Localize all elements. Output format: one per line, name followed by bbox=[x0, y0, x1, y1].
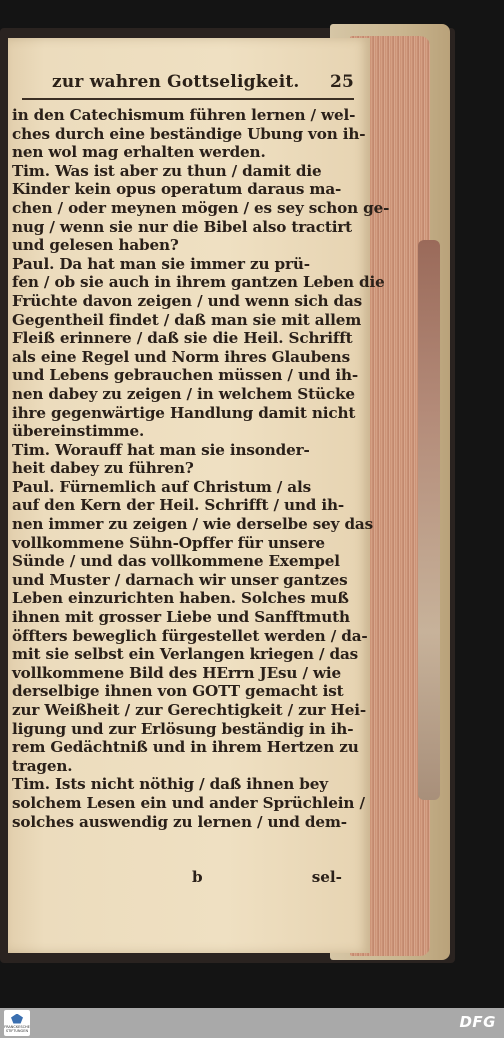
text-line: ihnen mit grosser Liebe und Sanfftmuth bbox=[12, 608, 350, 627]
viewer-footer-bar bbox=[0, 1008, 504, 1038]
text-line: vollkommene Bild des HErrn JEsu / wie bbox=[12, 663, 342, 682]
text-line: fen / ob sie auch in ihrem gantzen Leben die bbox=[12, 273, 385, 292]
text-line: mit sie selbst ein Verlangen kriegen / das bbox=[12, 645, 359, 664]
text-line: Leben einzurichten haben. Solches muß bbox=[12, 589, 349, 608]
text-line: ligung und zur Erlösung beständig in ih- bbox=[12, 719, 354, 738]
text-line: zur Weißheit / zur Gerechtigkeit / zur Hei- bbox=[12, 701, 366, 719]
logo-text: FRANCKESCHE STIFTUNGEN bbox=[4, 1024, 30, 1033]
text-line: auf den Kern der Heil. Schrifft / und ih- bbox=[12, 496, 345, 515]
text-line: ches durch eine beständige Ubung von ih- bbox=[12, 124, 366, 143]
page-body-text bbox=[12, 106, 390, 831]
text-line: vollkommene Sühn-Opffer für unsere bbox=[12, 533, 325, 552]
text-line: Kinder kein opus operatum daraus ma- bbox=[12, 180, 342, 199]
text-line: Tim. Was ist aber zu thun / damit die bbox=[12, 161, 322, 180]
text-line: derselbige ihnen von GOTT gemacht ist bbox=[12, 682, 344, 701]
text-line: Gegentheil findet / daß man sie mit allem bbox=[12, 310, 362, 329]
text-line: nen wol mag erhalten werden. bbox=[12, 143, 266, 162]
page-number: 25 bbox=[329, 72, 354, 92]
text-line: Tim. Worauff hat man sie insonder- bbox=[12, 440, 310, 459]
text-line: Tim. Ists nicht nöthig / daß ihnen bey bbox=[12, 775, 328, 794]
text-line: und gelesen haben? bbox=[12, 236, 179, 255]
torn-page-strip bbox=[418, 240, 440, 800]
text-line: nug / wenn sie nur die Bibel also tractirt bbox=[12, 217, 353, 236]
text-line: Paul. Fürnemlich auf Christum / als bbox=[12, 477, 312, 496]
text-line: und Lebens gebrauchen müssen / und ih- bbox=[12, 366, 359, 385]
text-line: solches auswendig zu lernen / und dem- bbox=[12, 812, 347, 831]
text-line: nen immer zu zeigen / wie derselbe sey das bbox=[12, 515, 374, 534]
signature-mark: b bbox=[192, 868, 203, 886]
running-title: zur wahren Gottseligkeit. bbox=[52, 72, 300, 92]
book-page bbox=[8, 38, 390, 953]
library-emblem-icon bbox=[11, 1014, 23, 1024]
text-line: und Muster / darnach wir unser gantzes bbox=[12, 570, 348, 589]
text-line: Fleiß erinnere / daß sie die Heil. Schrifft bbox=[12, 329, 353, 348]
text-line: als eine Regel und Norm ihres Glaubens bbox=[12, 347, 350, 366]
text-line: rem Gedächtniß und in ihrem Hertzen zu bbox=[12, 738, 359, 757]
text-line: in den Catechismum führen lernen / wel- bbox=[12, 106, 356, 124]
text-line: übereinstimme. bbox=[12, 422, 145, 441]
text-line: chen / oder meynen mögen / es sey schon ge- bbox=[12, 198, 390, 217]
page-footer-line bbox=[12, 868, 342, 886]
text-line: öffters beweglich fürgestellet werden / da- bbox=[12, 626, 368, 645]
catchword: sel- bbox=[311, 868, 342, 886]
text-line: Sünde / und das vollkommene Exempel bbox=[12, 552, 340, 571]
text-line: Paul. Da hat man sie immer zu prü- bbox=[12, 254, 310, 273]
text-line: tragen. bbox=[12, 756, 73, 775]
text-line: ihre gegenwärtige Handlung damit nicht bbox=[12, 403, 356, 422]
dfg-logo[interactable]: DFG bbox=[459, 1013, 496, 1031]
text-line: heit dabey zu führen? bbox=[12, 459, 194, 478]
text-line: nen dabey zu zeigen / in welchem Stücke bbox=[12, 384, 355, 403]
library-logo[interactable] bbox=[4, 1010, 30, 1036]
page-header bbox=[52, 72, 354, 92]
text-line: solchem Lesen ein und ander Sprüchlein / bbox=[12, 793, 365, 812]
text-line: Früchte davon zeigen / und wenn sich das bbox=[12, 291, 363, 310]
header-rule bbox=[22, 98, 354, 100]
